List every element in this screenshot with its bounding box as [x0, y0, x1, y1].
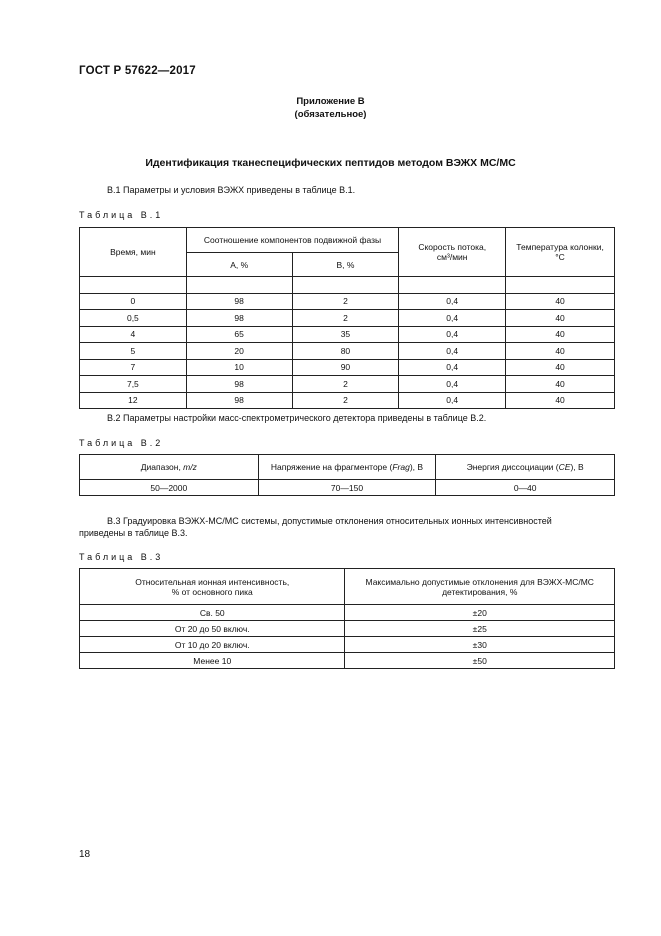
cell: ±30	[345, 637, 615, 653]
table2-header-range-label: Диапазон,	[140, 462, 184, 472]
cell: 12	[80, 392, 187, 409]
cell: 40	[506, 392, 615, 409]
cell: 98	[186, 293, 292, 310]
table3-header-relative-l2: % от основного пика	[171, 586, 253, 597]
table3	[79, 568, 615, 669]
table-row	[80, 359, 615, 376]
table3-header-max-l1: Максимально допустимые отклонения для ВЭЖХ-МС/МС	[365, 576, 594, 587]
table3-header-relative	[80, 569, 345, 605]
cell: 40	[506, 343, 615, 360]
table2-header-range	[80, 455, 259, 480]
cell: 80	[292, 343, 399, 360]
cell: От 20 до 50 включ.	[80, 621, 345, 637]
cell: 0,4	[399, 359, 506, 376]
table2-header-energy-unit: ), В	[570, 462, 584, 472]
table3-header-max	[345, 569, 615, 605]
cell: 20	[186, 343, 292, 360]
cell: От 10 до 20 включ.	[80, 637, 345, 653]
table1-header-temp-unit: °С	[555, 252, 565, 262]
table3-caption: Таблица В.3	[79, 552, 164, 562]
cell: 0—40	[436, 480, 615, 496]
cell: 0	[80, 293, 187, 310]
table-row	[80, 480, 615, 496]
table1-caption: Таблица В.1	[79, 210, 164, 220]
cell: 98	[186, 376, 292, 393]
cell: 65	[186, 326, 292, 343]
annex-name: Приложение В	[296, 96, 365, 107]
table-row	[80, 293, 615, 310]
cell: 40	[506, 293, 615, 310]
table1-header-temp-label: Температура колонки,	[516, 242, 604, 252]
cell: 40	[506, 326, 615, 343]
table1-header-a: А, %	[186, 253, 292, 277]
cell: 40	[506, 310, 615, 327]
annex-status: (обязательное)	[294, 109, 367, 120]
cell: 40	[506, 359, 615, 376]
cell: 2	[292, 310, 399, 327]
cell: 0,4	[399, 376, 506, 393]
cell: ±50	[345, 653, 615, 669]
paragraph-b3-line1: В.3 Градуировка ВЭЖХ-МС/МС системы, допустимые отклонения относительных ионных интенсивностей	[107, 516, 552, 526]
cell: ±20	[345, 605, 615, 621]
table1-header-temp	[506, 228, 615, 277]
table3-header-max-l2: детектирования, %	[442, 586, 518, 597]
table2-header-voltage-symbol: Frag	[392, 462, 410, 472]
table1-header-ratio: Соотношение компонентов подвижной фазы	[186, 228, 399, 253]
cell: 98	[186, 392, 292, 409]
cell: 7,5	[80, 376, 187, 393]
table2-header-energy-label: Энергия диссоциации (	[466, 462, 559, 472]
cell: ±25	[345, 621, 615, 637]
table-row	[80, 343, 615, 360]
table2-header-voltage	[258, 455, 436, 480]
document-header: ГОСТ Р 57622—2017	[79, 65, 196, 77]
table-row	[80, 621, 615, 637]
cell: 90	[292, 359, 399, 376]
table2	[79, 454, 615, 496]
table3-header-relative-l1: Относительная ионная интенсивность,	[135, 576, 290, 587]
cell: 0,4	[399, 293, 506, 310]
paragraph-b1: В.1 Параметры и условия ВЭЖХ приведены в таблице В.1.	[107, 185, 356, 195]
cell: 4	[80, 326, 187, 343]
cell: 7	[80, 359, 187, 376]
table2-header-voltage-unit: ), В	[409, 462, 424, 472]
paragraph-b2: В.2 Параметры настройки масс-спектрометрического детектора приведены в таблице В.2.	[107, 413, 487, 423]
cell: 2	[292, 293, 399, 310]
cell: 0,4	[399, 392, 506, 409]
cell: 98	[186, 310, 292, 327]
table1-header-b: В, %	[292, 253, 399, 277]
table-row	[80, 605, 615, 621]
table-row	[80, 326, 615, 343]
table-row	[80, 653, 615, 669]
cell: 40	[506, 376, 615, 393]
table-row	[80, 376, 615, 393]
cell: 10	[186, 359, 292, 376]
table-row	[80, 392, 615, 409]
table1-header-flow-label: Скорость потока,	[418, 242, 487, 252]
table2-caption: Таблица В.2	[79, 438, 164, 448]
cell: 50—2000	[80, 480, 259, 496]
table2-header-energy	[436, 455, 615, 480]
table2-header-voltage-label: Напряжение на фрагменторе (	[270, 462, 393, 472]
table1-header-flow-unit: см³/мин	[436, 252, 468, 262]
table1-header-flow	[399, 228, 506, 277]
table2-header-range-unit: m/z	[183, 462, 197, 472]
paragraph-b3-line2: приведены в таблице В.3.	[79, 528, 188, 538]
cell: 0,4	[399, 326, 506, 343]
page-number: 18	[79, 849, 91, 860]
annex-title: Идентификация тканеспецифических пептидов методом ВЭЖХ МС/МС	[145, 157, 516, 169]
cell: Менее 10	[80, 653, 345, 669]
cell: 5	[80, 343, 187, 360]
table-row	[80, 310, 615, 327]
cell: Св. 50	[80, 605, 345, 621]
cell: 2	[292, 392, 399, 409]
table-row	[80, 637, 615, 653]
table1-header-time: Время, мин	[80, 228, 187, 277]
table2-header-energy-symbol: CE	[558, 462, 571, 472]
cell: 0,5	[80, 310, 187, 327]
cell: 2	[292, 376, 399, 393]
table1	[79, 227, 615, 409]
cell: 35	[292, 326, 399, 343]
cell: 0,4	[399, 343, 506, 360]
cell: 70—150	[258, 480, 436, 496]
cell: 0,4	[399, 310, 506, 327]
